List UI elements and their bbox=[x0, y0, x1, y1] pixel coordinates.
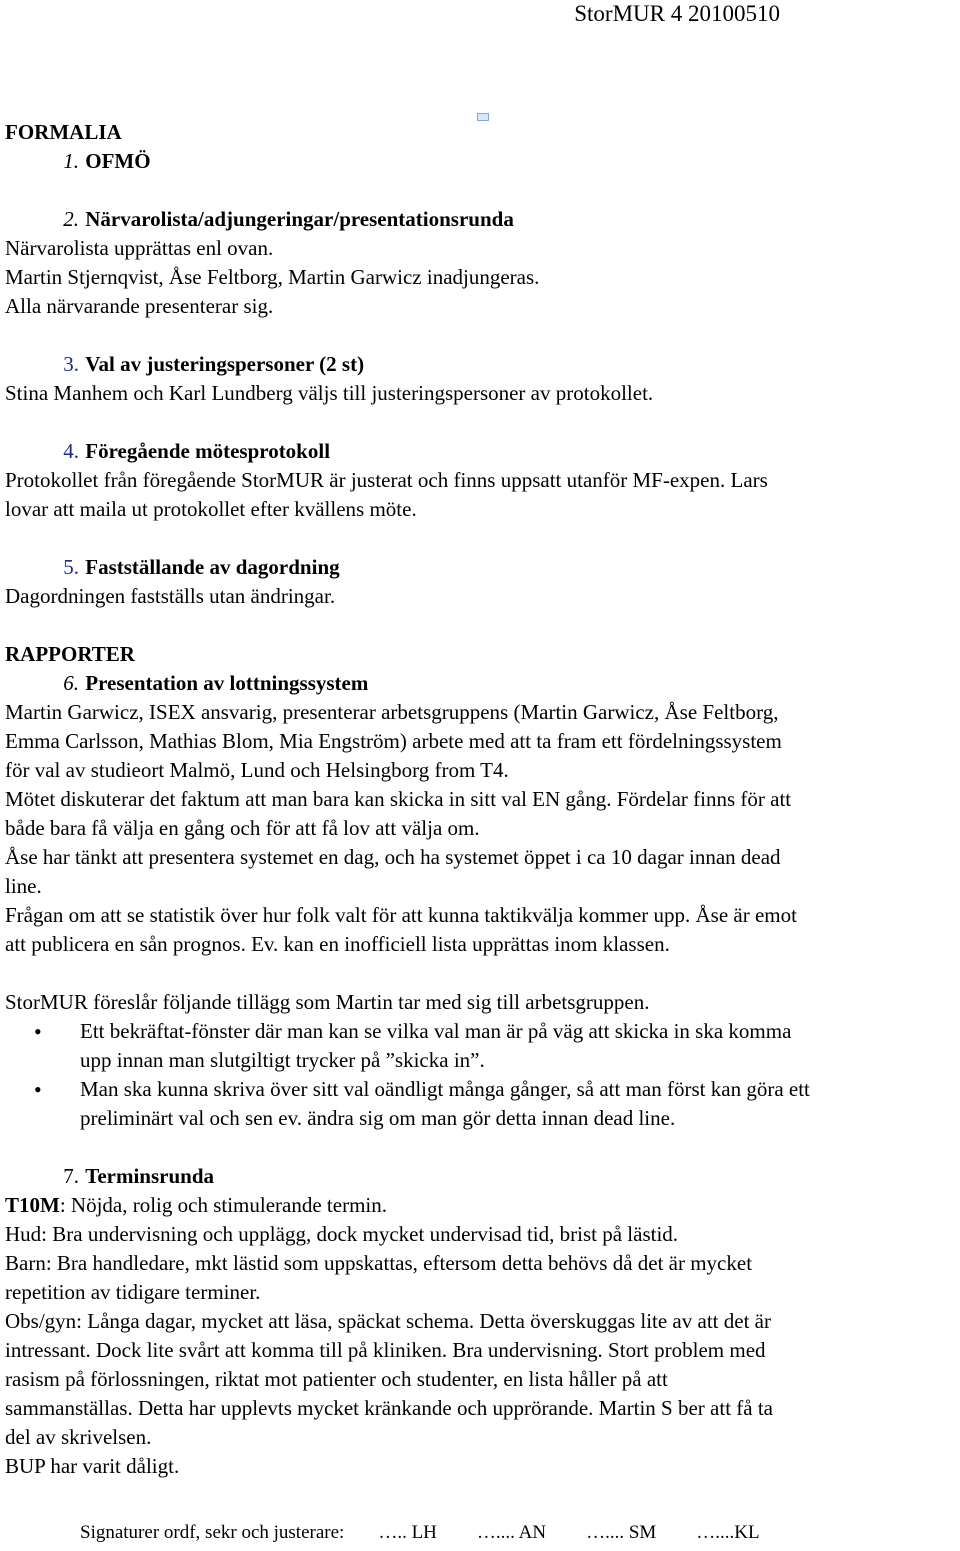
item-title: Föregående mötesprotokoll bbox=[85, 439, 331, 463]
paragraph-line: Åse har tänkt att presentera systemet en dag, och ha systemet öppet i ca 10 dagar innan dead bbox=[5, 845, 781, 869]
item-heading-4 bbox=[5, 437, 960, 466]
item-title: Närvarolista/adjungeringar/presentationsrunda bbox=[85, 207, 514, 231]
item-heading-5 bbox=[5, 553, 960, 582]
list-item-line: upp innan man slutgiltigt trycker på ”skicka in”. bbox=[80, 1048, 485, 1072]
paragraph-line: Martin Garwicz, ISEX ansvarig, presenterar arbetsgruppens (Martin Garwicz, Åse Feltborg, bbox=[5, 700, 779, 724]
item-heading-2 bbox=[5, 205, 960, 234]
signature-an: ….... AN bbox=[476, 1522, 547, 1543]
paragraph-line: Protokollet från föregående StorMUR är justerat och finns uppsatt utanför MF-expen. Lars bbox=[5, 468, 768, 492]
paragraph-line: Stina Manhem och Karl Lundberg väljs till justeringspersoner av protokollet. bbox=[5, 381, 654, 405]
item-number: 2. bbox=[63, 207, 79, 231]
item-heading-3 bbox=[5, 350, 960, 379]
t10m-label: T10M bbox=[5, 1193, 60, 1217]
paragraph-line: intressant. Dock lite svårt att komma till på kliniken. Bra undervisning. Stort problem med bbox=[5, 1338, 766, 1362]
item-number: 4. bbox=[63, 439, 79, 463]
signature-sm: ….... SM bbox=[586, 1522, 657, 1543]
section-title-rapporter: RAPPORTER bbox=[5, 642, 135, 666]
section-title-formalia: FORMALIA bbox=[5, 120, 122, 144]
item-title: Presentation av lottningssystem bbox=[85, 671, 369, 695]
paragraph-line: del av skrivelsen. bbox=[5, 1425, 152, 1449]
paragraph-line: Dagordningen fastställs utan ändringar. bbox=[5, 584, 336, 608]
paragraph-line: repetition av tidigare terminer. bbox=[5, 1280, 261, 1304]
item-number: 3. bbox=[63, 352, 79, 376]
list-item-line: preliminärt val och sen ev. ändra sig om man gör detta innan dead line. bbox=[80, 1106, 676, 1130]
t10m-text: : Nöjda, rolig och stimulerande termin. bbox=[59, 1193, 387, 1217]
list-item bbox=[5, 1017, 960, 1075]
item-number: 7. bbox=[63, 1164, 79, 1188]
paragraph-line: sammanställas. Detta har upplevts mycket kränkande och upprörande. Martin S ber att få ta bbox=[5, 1396, 773, 1420]
proposal-line: StorMUR föreslår följande tillägg som Martin tar med sig till arbetsgruppen. bbox=[5, 990, 650, 1014]
paragraph-line: Närvarolista upprättas enl ovan. bbox=[5, 236, 274, 260]
paragraph-line: Frågan om att se statistik över hur folk valt för att kunna taktikvälja kommer upp. Åse är emot bbox=[5, 903, 797, 927]
paragraph-line: Barn: Bra handledare, mkt lästid som uppskattas, eftersom detta behövs då det är mycket bbox=[5, 1251, 753, 1275]
paragraph-line: Martin Stjernqvist, Åse Feltborg, Martin Garwicz inadjungeras. bbox=[5, 265, 540, 289]
signature-lh: ….. LH bbox=[378, 1522, 437, 1543]
paragraph-line: Hud: Bra undervisning och upplägg, dock mycket undervisad tid, brist på lästid. bbox=[5, 1222, 679, 1246]
signature-footer bbox=[80, 1522, 760, 1544]
list-item bbox=[5, 1075, 960, 1133]
item-number: 5. bbox=[63, 555, 79, 579]
bullet-icon: • bbox=[34, 1019, 42, 1044]
proposal-bullet-list bbox=[5, 1017, 960, 1133]
document-body bbox=[5, 118, 960, 1481]
item-title: Val av justeringspersoner (2 st) bbox=[85, 352, 365, 376]
list-item-line: Ett bekräftat-fönster där man kan se vilka val man är på väg att skicka in ska komma bbox=[80, 1019, 792, 1043]
item-title: Fastställande av dagordning bbox=[85, 555, 340, 579]
paragraph-line: BUP har varit dåligt. bbox=[5, 1454, 180, 1478]
item-number: 1. bbox=[63, 149, 79, 173]
page-header: StorMUR 4 20100510 bbox=[574, 1, 780, 26]
item-heading-7 bbox=[5, 1162, 960, 1191]
signature-label: Signaturer ordf, sekr och justerare: bbox=[80, 1522, 345, 1543]
item-title: OFMÖ bbox=[85, 149, 151, 173]
item-number: 6. bbox=[63, 671, 79, 695]
paragraph-line: line. bbox=[5, 874, 42, 898]
list-item-line: Man ska kunna skriva över sitt val oändligt många gånger, så att man först kan göra ett bbox=[80, 1077, 810, 1101]
paragraph-line: Alla närvarande presenterar sig. bbox=[5, 294, 274, 318]
paragraph-line-t10m bbox=[5, 1191, 960, 1220]
paragraph-line: lovar att maila ut protokollet efter kvällens möte. bbox=[5, 497, 417, 521]
signature-kl: …....KL bbox=[696, 1522, 760, 1543]
paragraph-line: för val av studieort Malmö, Lund och Helsingborg from T4. bbox=[5, 758, 509, 782]
item-heading-6 bbox=[5, 669, 960, 698]
paragraph-line: rasism på förlossningen, riktat mot patienter och studenter, en lista håller på att bbox=[5, 1367, 668, 1391]
paragraph-line: Emma Carlsson, Mathias Blom, Mia Engström) arbete med att ta fram ett fördelningssystem bbox=[5, 729, 782, 753]
paragraph-line: att publicera en sån prognos. Ev. kan en inofficiell lista upprättas inom klassen. bbox=[5, 932, 670, 956]
paragraph-line: Obs/gyn: Långa dagar, mycket att läsa, späckat schema. Detta överskuggas lite av att det är bbox=[5, 1309, 771, 1333]
item-heading-1 bbox=[5, 147, 960, 176]
bullet-icon: • bbox=[34, 1077, 42, 1102]
item-title: Terminsrunda bbox=[85, 1164, 215, 1188]
paragraph-line: både bara få välja en gång och för att få lov att välja om. bbox=[5, 816, 480, 840]
paragraph-line: Mötet diskuterar det faktum att man bara kan skicka in sitt val EN gång. Fördelar finns för att bbox=[5, 787, 792, 811]
